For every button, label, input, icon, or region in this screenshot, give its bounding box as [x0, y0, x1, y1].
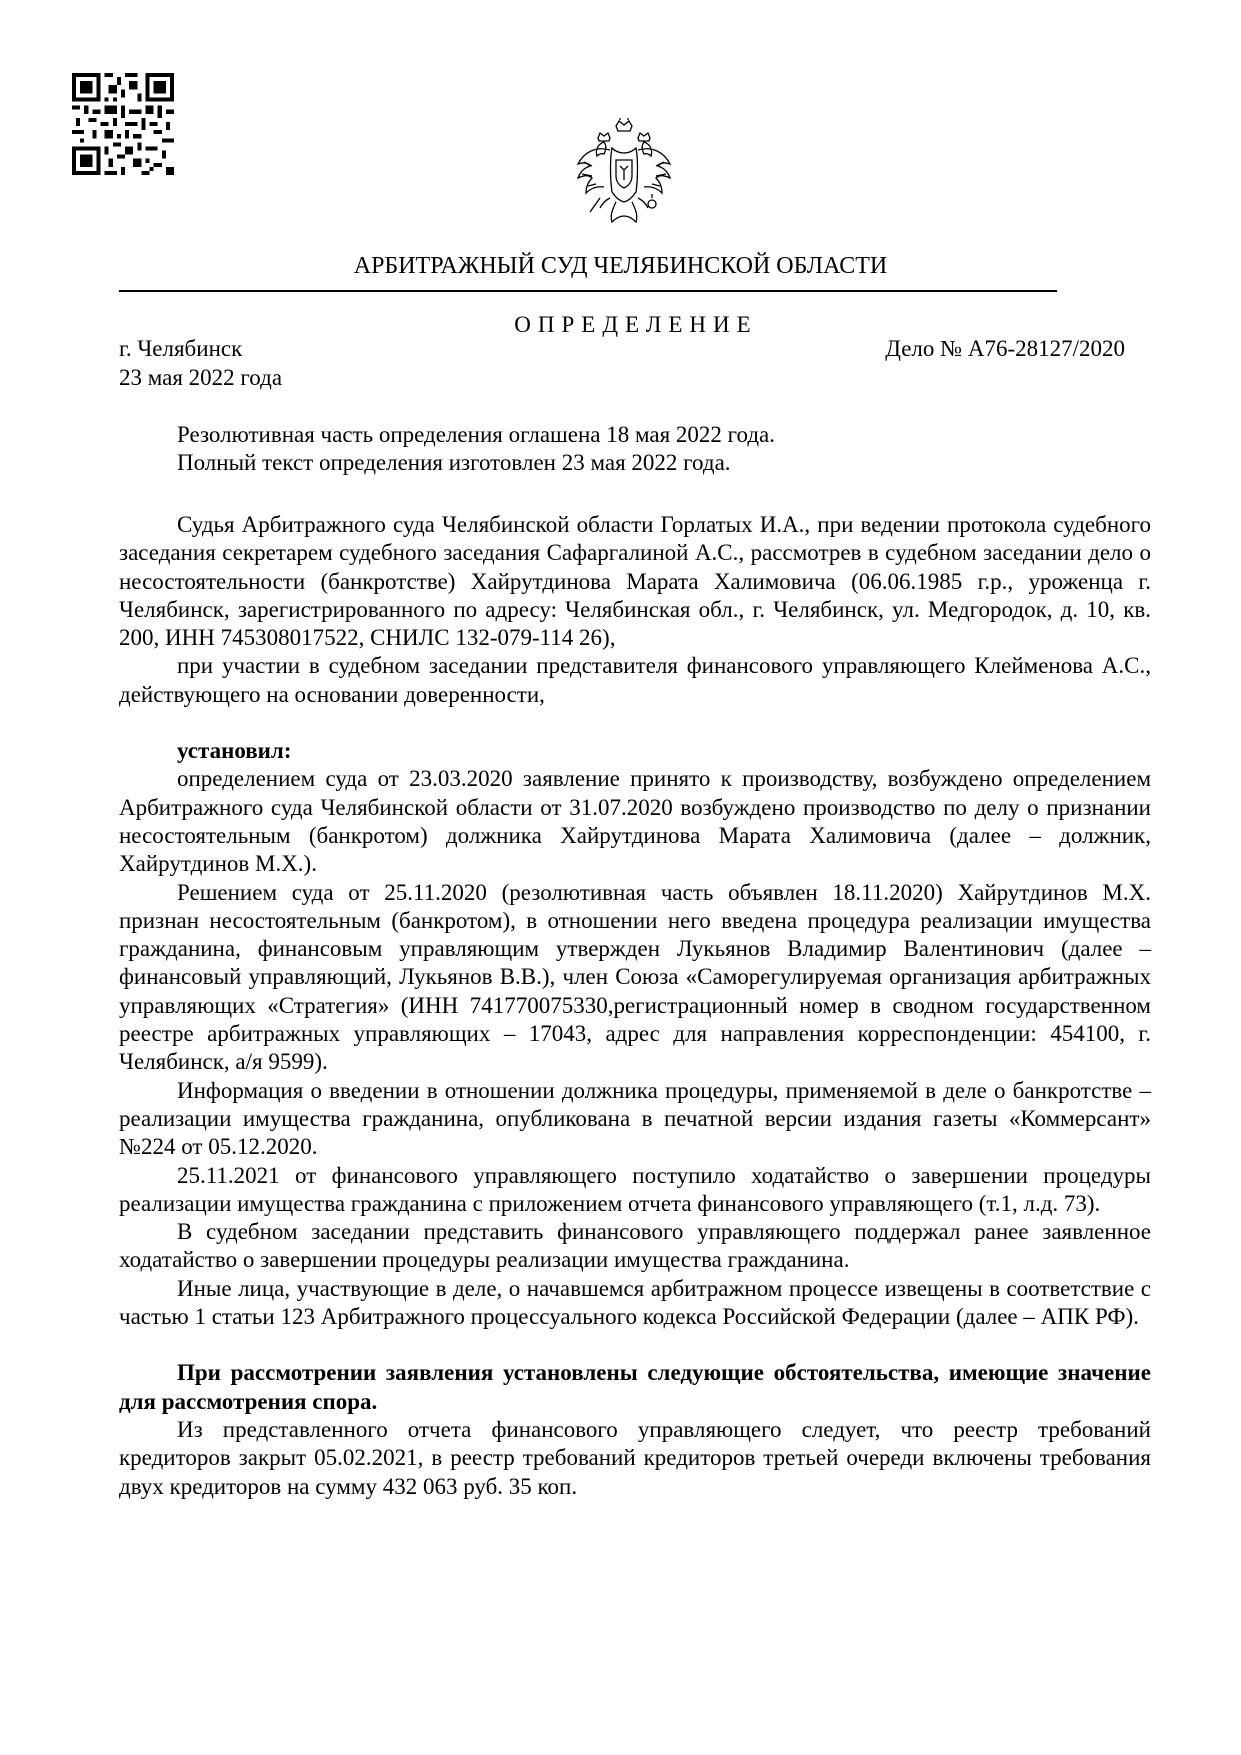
- paragraph-notification: Иные лица, участвующие в деле, о начавшемся арбитражном процессе извещены в соответствие с частью 1 статьи 123 Арбитражного процессуального кодекса Российской Федерации (далее – АПК РФ).: [119, 1275, 1151, 1330]
- document-type-title: ОПРЕДЕЛЕНИЕ: [514, 312, 758, 337]
- city: г. Челябинск: [119, 336, 243, 361]
- paragraph-publication: Информация о введении в отношении должника процедуры, применяемой в деле о банкротстве – реализации имущества гражданина, опубликована в печатной версии издания газеты «Коммерсант» №224 от 05.12.2020.: [119, 1077, 1151, 1160]
- circumstances-heading: При рассмотрении заявления установлены следующие обстоятельства, имеющие значение для рассмотрения спора.: [119, 1360, 1151, 1414]
- paragraph-participants: при участии в судебном заседании представителя финансового управляющего Клейменова А.С., действующего на основании доверенности,: [119, 653, 1151, 707]
- full-text-prepared-line: Полный текст определения изготовлен 23 мая 2022 года.: [177, 450, 731, 475]
- paragraph-motion: 25.11.2021 от финансового управляющего поступило ходатайство о завершении процедуры реализации имущества гражданина с приложением отчета финансового управляющего (т.1, л.д. 73).: [119, 1162, 1151, 1216]
- paragraph-judge: Судья Арбитражного суда Челябинской области Горлатых И.А., при ведении протокола судебного заседания секретарем судебного заседания Сафаргалиной А.С., рассмотрев в судебном заседании дело о несостоятельности (банкротстве) Хайрутдинова Марата Халимовича (06.06.1985 г.р., уроженца г. Челябинск, зарегистрированного по адресу: Челябинская обл., г. Челябинск, ул. Медгородок, д. 10, кв. 200, ИНН 745308017522, СНИЛС 132-079-114 26),: [119, 512, 1151, 651]
- paragraph-decision: Решением суда от 25.11.2020 (резолютивная часть объявлен 18.11.2020) Хайрутдинов М.Х. признан несостоятельным (банкротом), в отношении него введена процедура реализации имущества гражданина, финансовым управляющим утвержден Лукьянов Владимир Валентинович (далее – финансовый управляющий, Лукьянов В.В.), член Союза «Саморегулируемая организация арбитражных управляющих «Стратегия» (ИНН 741770075330,регистрационный номер в сводном государственном реестре арбитражных управляющих – 17043, адрес для направления корреспонденции: 454100, г. Челябинск, а/я 9599).: [119, 879, 1151, 1075]
- spacer: [119, 709, 1151, 737]
- qr-code-icon: [72, 73, 174, 175]
- header-divider: [119, 290, 1057, 292]
- case-number: Дело № А76-28127/2020: [885, 336, 1125, 361]
- paragraph-hearing: В судебном заседании представить финансового управляющего поддержал ранее заявленное ходатайство о завершении процедуры реализации имущества гражданина.: [119, 1219, 1151, 1273]
- paragraph-creditors-registry: Из представленного отчета финансового управляющего следует, что реестр требований кредиторов закрыт 05.02.2021, в реестр требований кредиторов третьей очереди включены требования двух кредиторов на сумму 432 063 руб. 35 коп.: [119, 1416, 1151, 1499]
- document-date: 23 мая 2022 года: [119, 365, 283, 390]
- spacer: [119, 1331, 1151, 1359]
- established-heading: установил:: [177, 738, 292, 764]
- russian-coat-of-arms-emblem: [574, 118, 674, 230]
- court-name: АРБИТРАЖНЫЙ СУД ЧЕЛЯБИНСКОЙ ОБЛАСТИ: [353, 253, 888, 279]
- resolution-announced-line: Резолютивная часть определения оглашена 18 мая 2022 года.: [177, 422, 776, 447]
- paragraph-proceedings: определением суда от 23.03.2020 заявление принято к производству, возбуждено определением Арбитражного суда Челябинской области от 31.07.2020 возбуждено производство по делу о признании несостоятельным (банкротом) должника Хайрутдинова Марата Халимовича (далее – должник, Хайрутдинов М.Х.).: [119, 766, 1151, 877]
- document-body: [119, 511, 1151, 1501]
